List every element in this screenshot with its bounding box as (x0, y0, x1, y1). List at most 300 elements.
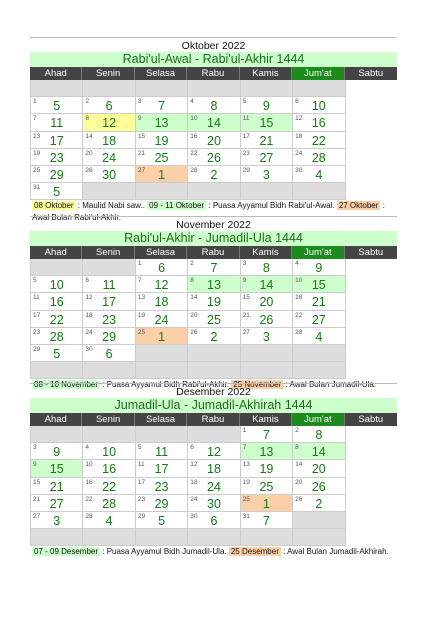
weekday-label: Selasa (135, 246, 187, 259)
day-cell (241, 328, 293, 345)
gregorian-date: 12 (85, 294, 93, 302)
hijri-date: 1 (158, 167, 166, 182)
gregorian-date: 31 (242, 512, 250, 520)
hijri-date: 19 (154, 133, 169, 148)
gregorian-date: 26 (295, 495, 303, 503)
empty-day-cell (241, 529, 293, 546)
day-cell (31, 443, 83, 460)
weekday-label: Rabu (187, 246, 239, 259)
day-cell (136, 166, 188, 183)
weekday-label: Jum'at (292, 246, 344, 259)
day-cell (31, 166, 83, 183)
day-cell (241, 512, 293, 529)
day-cell (293, 276, 345, 293)
gregorian-date: 6 (190, 444, 194, 452)
hijri-date: 14 (259, 278, 274, 293)
empty-day-cell (83, 426, 135, 443)
empty-day-cell (31, 529, 83, 546)
day-cell (31, 293, 83, 310)
day-cell (188, 328, 240, 345)
hijri-date: 11 (50, 116, 64, 131)
day-cell (31, 495, 83, 512)
day-cell (31, 328, 83, 345)
gregorian-date: 27 (242, 328, 250, 336)
hijri-date: 25 (259, 479, 274, 494)
empty-day-cell (241, 362, 293, 379)
hijri-date: 12 (102, 116, 117, 131)
day-cell (188, 149, 240, 166)
hijri-date: 3 (262, 167, 270, 182)
day-cell (293, 97, 345, 114)
hijri-date: 12 (207, 445, 221, 460)
hijri-date: 27 (259, 150, 274, 165)
gregorian-date: 17 (33, 311, 41, 319)
gregorian-date: 14 (85, 132, 93, 140)
weekday-label: Jum'at (292, 67, 344, 80)
day-cell (136, 311, 188, 328)
day-cell (83, 114, 135, 131)
weekday-header (30, 67, 397, 80)
gregorian-date: 20 (190, 311, 198, 319)
gregorian-date: 9 (242, 277, 247, 285)
day-cell (83, 345, 135, 362)
gregorian-date: 19 (242, 478, 250, 486)
day-cell (241, 495, 293, 512)
gregorian-date: 22 (85, 495, 93, 503)
empty-day-cell (31, 362, 83, 379)
gregorian-date: 19 (137, 311, 146, 319)
event-description: : (380, 201, 385, 211)
month-title: Desember 2022 (30, 383, 397, 398)
day-cell (188, 311, 240, 328)
hijri-date: 30 (207, 496, 221, 511)
gregorian-date: 30 (85, 345, 93, 353)
hijri-date: 26 (207, 150, 221, 165)
empty-day-cell (83, 80, 135, 97)
hijri-date: 30 (102, 167, 117, 182)
gregorian-date: 28 (190, 166, 198, 174)
event-date-tag: 08 - 10 November (34, 380, 99, 390)
gregorian-date: 14 (295, 461, 303, 469)
hijri-date: 8 (262, 261, 270, 275)
empty-day-cell (293, 183, 345, 200)
day-cell (31, 460, 83, 477)
hijri-date: 10 (49, 278, 64, 293)
empty-day-cell (293, 529, 345, 546)
hijri-date: 26 (259, 312, 274, 327)
empty-day-cell (188, 80, 240, 97)
gregorian-date: 3 (33, 444, 37, 452)
empty-day-cell (136, 529, 188, 546)
gregorian-date: 14 (190, 294, 198, 302)
day-cell (293, 166, 345, 183)
hijri-date: 4 (105, 513, 113, 528)
hijri-date: 6 (210, 513, 218, 528)
empty-day-cell (188, 183, 240, 200)
hijri-date: 29 (154, 496, 169, 511)
gregorian-date: 11 (33, 294, 40, 302)
empty-day-cell (136, 183, 188, 200)
day-cell (188, 443, 240, 460)
gregorian-date: 20 (85, 149, 93, 157)
gregorian-date: 29 (33, 345, 41, 353)
calendar-grid (30, 426, 397, 546)
hijri-date: 6 (105, 346, 113, 361)
day-cell (136, 460, 188, 477)
hijri-date: 11 (155, 445, 169, 460)
gregorian-date: 30 (190, 512, 198, 520)
day-cell (31, 183, 83, 200)
hijri-date: 21 (49, 479, 64, 494)
day-cell (293, 114, 345, 131)
hijri-date: 15 (311, 278, 326, 293)
day-cell (293, 311, 345, 328)
day-cell (83, 460, 135, 477)
calendar-grid (30, 259, 397, 379)
gregorian-date: 11 (137, 461, 145, 469)
day-cell (83, 276, 135, 293)
day-cell (83, 293, 135, 310)
gregorian-date: 2 (85, 98, 90, 106)
day-cell (83, 132, 135, 149)
empty-day-cell (188, 345, 240, 362)
hijri-date: 28 (311, 150, 326, 165)
day-cell (293, 495, 345, 512)
event-notes (30, 546, 397, 558)
day-cell (241, 132, 293, 149)
event-date-tag: 25 November (233, 380, 282, 390)
day-cell (136, 495, 188, 512)
day-cell (241, 259, 293, 276)
hijri-date: 5 (53, 346, 61, 361)
day-cell (241, 311, 293, 328)
gregorian-date: 17 (137, 478, 146, 486)
day-cell (83, 478, 135, 495)
event-description: : Awal Bulan Jumadil-Ula. (283, 380, 377, 390)
hijri-date: 19 (207, 295, 221, 310)
event-date-tag: 27 Oktober (338, 201, 379, 211)
day-cell (188, 460, 240, 477)
gregorian-date: 24 (190, 495, 198, 503)
empty-day-cell (188, 426, 240, 443)
hijri-date: 8 (210, 99, 218, 114)
hijri-date: 14 (207, 116, 221, 131)
gregorian-date: 1 (33, 98, 37, 106)
weekday-header (30, 413, 397, 426)
gregorian-date: 26 (85, 166, 93, 174)
weekday-label: Ahad (30, 413, 82, 426)
event-date-tag: 08 Oktober (34, 201, 74, 211)
hijri-date: 16 (49, 295, 64, 310)
empty-day-cell (293, 362, 345, 379)
gregorian-date: 8 (190, 277, 194, 285)
gregorian-date: 21 (242, 311, 250, 319)
hijri-date: 25 (207, 312, 221, 327)
gregorian-date: 25 (137, 328, 146, 336)
hijri-date: 13 (259, 445, 274, 460)
hijri-date: 15 (49, 462, 64, 477)
gregorian-date: 29 (137, 512, 146, 520)
weekday-label: Selasa (135, 413, 187, 426)
hijri-month-title: Jumadil-Ula - Jumadil-Akhirah 1444 (30, 398, 397, 413)
gregorian-date: 27 (137, 166, 146, 174)
gregorian-date: 25 (242, 495, 250, 503)
hijri-date: 27 (49, 496, 64, 511)
hijri-date: 21 (259, 133, 274, 148)
hijri-month-title: Rabi'ul-Akhir - Jumadil-Ula 1444 (30, 231, 397, 246)
hijri-date: 24 (102, 150, 117, 165)
day-cell (293, 443, 345, 460)
hijri-date: 6 (105, 99, 113, 114)
hijri-date: 2 (315, 496, 323, 511)
hijri-date: 25 (154, 150, 169, 165)
gregorian-date: 22 (190, 149, 198, 157)
gregorian-date: 10 (295, 277, 303, 285)
event-date-tag: 09 - 11 Oktober (149, 201, 205, 211)
hijri-date: 4 (315, 167, 323, 182)
empty-day-cell (83, 183, 135, 200)
gregorian-date: 7 (33, 115, 37, 123)
day-cell (293, 293, 345, 310)
gregorian-date: 12 (190, 461, 198, 469)
gregorian-date: 6 (295, 98, 299, 106)
day-cell (188, 114, 240, 131)
hijri-date: 2 (210, 167, 218, 182)
gregorian-date: 23 (137, 495, 146, 503)
gregorian-date: 4 (190, 98, 194, 106)
day-cell (31, 512, 83, 529)
hijri-date: 22 (49, 312, 64, 327)
day-cell (83, 443, 135, 460)
hijri-date: 17 (154, 462, 169, 477)
gregorian-date: 3 (242, 260, 247, 267)
gregorian-date: 15 (137, 132, 146, 140)
weekday-label: Sabtu (345, 67, 397, 80)
gregorian-date: 13 (242, 461, 250, 469)
gregorian-date: 16 (295, 294, 303, 302)
empty-day-cell (136, 345, 188, 362)
hijri-date: 5 (158, 513, 166, 528)
gregorian-date: 4 (295, 260, 299, 267)
empty-day-cell (31, 426, 83, 443)
gregorian-date: 21 (137, 149, 146, 157)
gregorian-date: 5 (137, 444, 142, 452)
weekday-label: Kamis (240, 67, 292, 80)
hijri-date: 1 (158, 329, 166, 344)
hijri-date: 9 (53, 445, 61, 460)
day-cell (31, 132, 83, 149)
weekday-header (30, 246, 397, 259)
hijri-date: 20 (311, 462, 326, 477)
day-cell (293, 259, 345, 276)
hijri-date: 4 (315, 329, 323, 344)
gregorian-date: 10 (190, 115, 198, 123)
day-cell (293, 149, 345, 166)
gregorian-date: 29 (242, 166, 250, 174)
day-cell (241, 478, 293, 495)
day-cell (136, 328, 188, 345)
day-cell (31, 478, 83, 495)
gregorian-date: 11 (242, 115, 250, 123)
gregorian-date: 21 (33, 495, 41, 503)
hijri-date: 18 (102, 133, 117, 148)
gregorian-date: 9 (137, 115, 142, 123)
empty-day-cell (31, 259, 83, 276)
hijri-date: 16 (102, 462, 117, 477)
empty-day-cell (83, 529, 135, 546)
gregorian-date: 27 (33, 512, 41, 520)
hijri-date: 7 (262, 428, 270, 442)
hijri-date: 23 (154, 479, 169, 494)
note-line (32, 546, 397, 558)
gregorian-date: 17 (242, 132, 250, 140)
gregorian-date: 1 (242, 427, 247, 434)
weekday-label: Rabu (187, 413, 239, 426)
day-cell (293, 328, 345, 345)
hijri-date: 9 (315, 261, 323, 275)
month-section (30, 216, 397, 391)
gregorian-date: 1 (137, 260, 142, 267)
day-cell (293, 132, 345, 149)
hijri-date: 5 (53, 185, 61, 200)
day-cell (83, 328, 135, 345)
hijri-date: 1 (262, 496, 270, 511)
day-cell (241, 443, 293, 460)
day-cell (188, 293, 240, 310)
gregorian-date: 22 (295, 311, 303, 319)
gregorian-date: 28 (295, 328, 303, 336)
day-cell (188, 512, 240, 529)
hijri-date: 13 (207, 278, 221, 293)
gregorian-date: 13 (33, 132, 41, 140)
day-cell (83, 97, 135, 114)
gregorian-date: 12 (295, 115, 303, 123)
event-date-tag: 25 Desember (230, 547, 279, 557)
day-cell (241, 97, 293, 114)
day-cell (31, 114, 83, 131)
weekday-label: Senin (82, 246, 134, 259)
day-cell (31, 345, 83, 362)
hijri-date: 5 (53, 99, 61, 114)
weekday-label: Ahad (30, 67, 82, 80)
empty-day-cell (188, 362, 240, 379)
gregorian-date: 24 (295, 149, 303, 157)
gregorian-date: 18 (190, 478, 198, 486)
gregorian-date: 24 (85, 328, 93, 336)
weekday-label: Kamis (240, 413, 292, 426)
day-cell (83, 149, 135, 166)
hijri-date: 22 (311, 133, 326, 148)
gregorian-date: 20 (295, 478, 303, 486)
day-cell (83, 512, 135, 529)
gregorian-date: 16 (85, 478, 93, 486)
weekday-label: Sabtu (345, 413, 397, 426)
gregorian-date: 3 (137, 98, 142, 106)
gregorian-date: 23 (242, 149, 250, 157)
day-cell (241, 114, 293, 131)
gregorian-date: 31 (33, 184, 41, 192)
day-cell (293, 478, 345, 495)
day-cell (136, 97, 188, 114)
gregorian-date: 5 (242, 98, 247, 106)
gregorian-date: 19 (33, 149, 41, 157)
hijri-date: 28 (102, 496, 117, 511)
day-cell (31, 276, 83, 293)
hijri-date: 18 (154, 295, 169, 310)
gregorian-date: 2 (190, 260, 194, 267)
hijri-date: 2 (210, 329, 218, 344)
empty-day-cell (31, 80, 83, 97)
gregorian-date: 16 (190, 132, 198, 140)
day-cell (188, 478, 240, 495)
hijri-date: 10 (311, 99, 326, 114)
hijri-date: 7 (158, 99, 166, 114)
event-date-tag: 07 - 09 Desember (34, 547, 99, 557)
day-cell (188, 97, 240, 114)
hijri-date: 27 (311, 312, 326, 327)
day-cell (136, 478, 188, 495)
empty-day-cell (293, 80, 345, 97)
hijri-date: 17 (49, 133, 64, 148)
event-description: : Puasa Ayyamul Bidh Rabi'ul-Akhir. (100, 380, 232, 390)
gregorian-date: 18 (295, 132, 303, 140)
gregorian-date: 6 (85, 277, 90, 285)
empty-day-cell (136, 362, 188, 379)
day-cell (136, 259, 188, 276)
hijri-date: 15 (259, 116, 274, 131)
gregorian-date: 8 (85, 115, 90, 123)
month-title: Oktober 2022 (30, 37, 397, 52)
day-cell (31, 97, 83, 114)
hijri-date: 17 (102, 295, 117, 310)
day-cell (136, 443, 188, 460)
gregorian-date: 7 (137, 277, 142, 285)
hijri-date: 6 (158, 261, 166, 275)
weekday-label: Jum'at (292, 413, 344, 426)
empty-day-cell (136, 80, 188, 97)
hijri-date: 18 (207, 462, 221, 477)
day-cell (31, 311, 83, 328)
day-cell (293, 426, 345, 443)
month-section (30, 383, 397, 558)
day-cell (241, 149, 293, 166)
gregorian-date: 15 (33, 478, 41, 486)
gregorian-date: 10 (85, 461, 93, 469)
hijri-date: 28 (49, 329, 64, 344)
day-cell (188, 276, 240, 293)
day-cell (83, 495, 135, 512)
day-cell (241, 166, 293, 183)
hijri-date: 21 (311, 295, 326, 310)
hijri-date: 12 (154, 278, 169, 293)
empty-day-cell (83, 259, 135, 276)
gregorian-date: 9 (33, 461, 37, 469)
day-cell (188, 132, 240, 149)
gregorian-date: 2 (295, 427, 299, 434)
gregorian-date: 15 (242, 294, 250, 302)
gregorian-date: 28 (85, 512, 93, 520)
hijri-date: 29 (49, 167, 64, 182)
hijri-date: 20 (259, 295, 274, 310)
weekday-label: Selasa (135, 67, 187, 80)
gregorian-date: 18 (85, 311, 93, 319)
weekday-label: Kamis (240, 246, 292, 259)
gregorian-date: 25 (33, 166, 41, 174)
hijri-date: 26 (311, 479, 326, 494)
day-cell (293, 460, 345, 477)
month-section (30, 37, 397, 224)
hijri-date: 19 (259, 462, 274, 477)
